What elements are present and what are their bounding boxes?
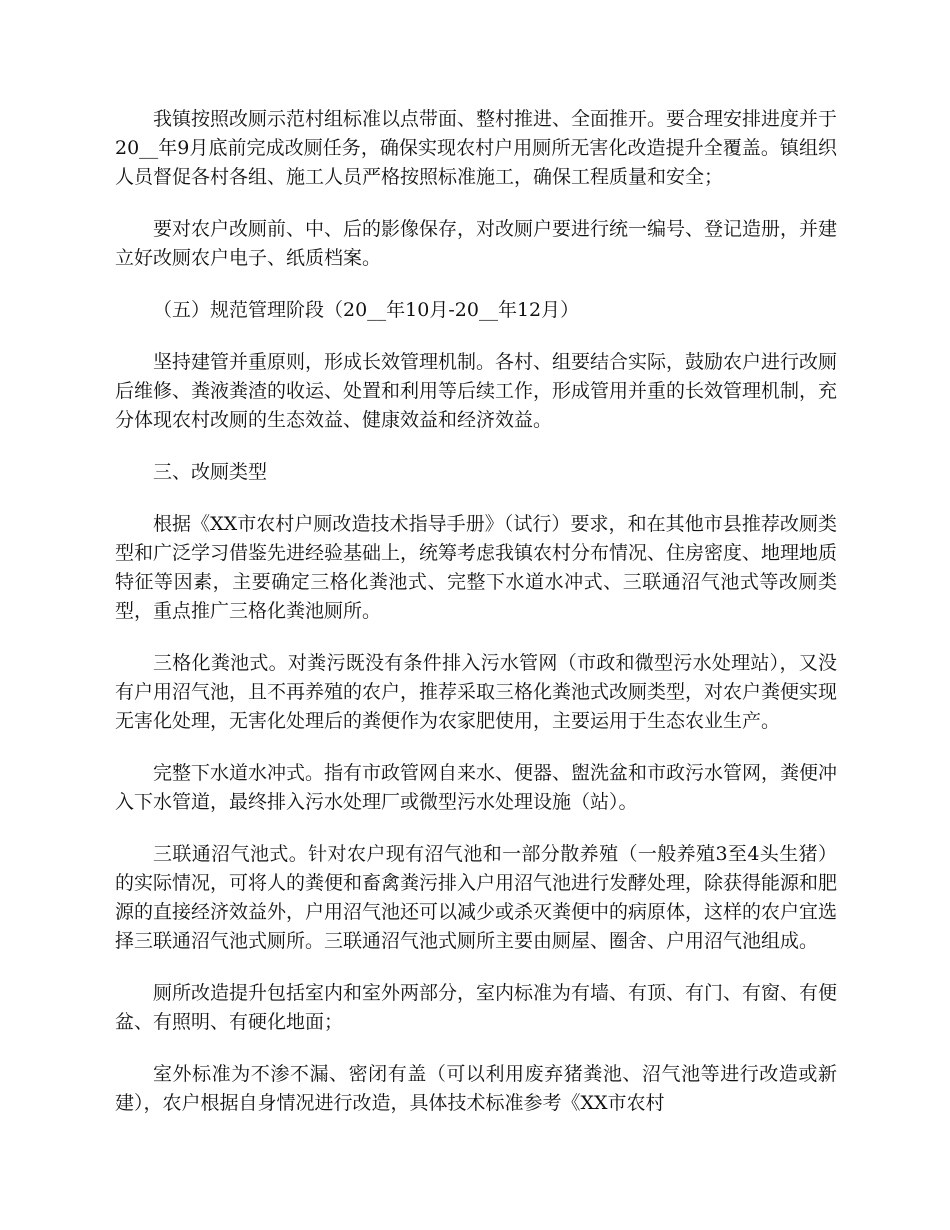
paragraph-management-mechanism: 坚持建管并重原则，形成长效管理机制。各村、组要结合实际，鼓励农户进行改厕后维修、粪液粪渣的收运、处置和利用等后续工作，形成管用并重的长效管理机制，充分体现农村改厕的生态效益、健康效益和经济效益。	[115, 351, 838, 431]
paragraph-image-archive: 要对农户改厕前、中、后的影像保存，对改厕户要进行统一编号、登记造册，并建立好改厕农户电子、纸质档案。	[115, 218, 838, 269]
section-heading-toilet-types: 三、改厕类型	[153, 461, 268, 483]
paragraph-indoor-standard: 厕所改造提升包括室内和室外两部分，室内标准为有墙、有顶、有门、有窗、有便盆、有照明、有硬化地面；	[115, 982, 838, 1033]
paragraph-outdoor-standard: 室外标准为不渗不漏、密闭有盖（可以利用废弃猪粪池、沼气池等进行改造或新建），农户根据自身情况进行改造，具体技术标准参考《XX市农村	[115, 1063, 837, 1114]
paragraph-progress-schedule: 我镇按照改厕示范村组标准以点带面、整村推进、全面推开。要合理安排进度并于20__年9月底前完成改厕任务，确保实现农村户用厕所无害化改造提升全覆盖。镇组织人员督促各村各组、施工人员严格按照标准施工，确保工程质量和安全；	[115, 108, 838, 188]
paragraph-biogas-triple: 三联通沼气池式。针对农户现有沼气池和一部分散养殖（一般养殖3至4头生猪）的实际情况，可将人的粪便和畜禽粪污排入户用沼气池进行发酵处理，除获得能源和肥源的直接经济效益外，户用沼气池还可以减少或杀灭粪便中的病原体，这样的农户宜选择三联通沼气池式厕所。三联通沼气池式厕所主要由厕屋、圈舍、户用沼气池组成。	[115, 843, 838, 952]
paragraph-three-grid-septic: 三格化粪池式。对粪污既没有条件排入污水管网（市政和微型污水处理站），又没有户用沼气池，且不再养殖的农户，推荐采取三格化粪池式改厕类型，对农户粪便实现无害化处理，无害化处理后的粪便作为农家肥使用，主要运用于生态农业生产。	[115, 652, 838, 732]
paragraph-sewer-flush: 完整下水道水冲式。指有市政管网自来水、便器、盥洗盆和市政污水管网，粪便冲入下水管道，最终排入污水处理厂或微型污水处理设施（站）。	[115, 762, 838, 813]
document-page	[115, 105, 837, 1141]
paragraph-type-overview: 根据《XX市农村户厕改造技术指导手册》（试行）要求，和在其他市县推荐改厕类型和广泛学习借鉴先进经验基础上，统筹考虑我镇农村分布情况、住房密度、地理地质特征等因素，主要确定三格化粪池式、完整下水道水冲式、三联通沼气池式等改厕类型，重点推广三格化粪池厕所。	[115, 513, 838, 622]
section-heading-management-stage: （五）规范管理阶段（20__年10月-20__年12月）	[153, 299, 580, 321]
